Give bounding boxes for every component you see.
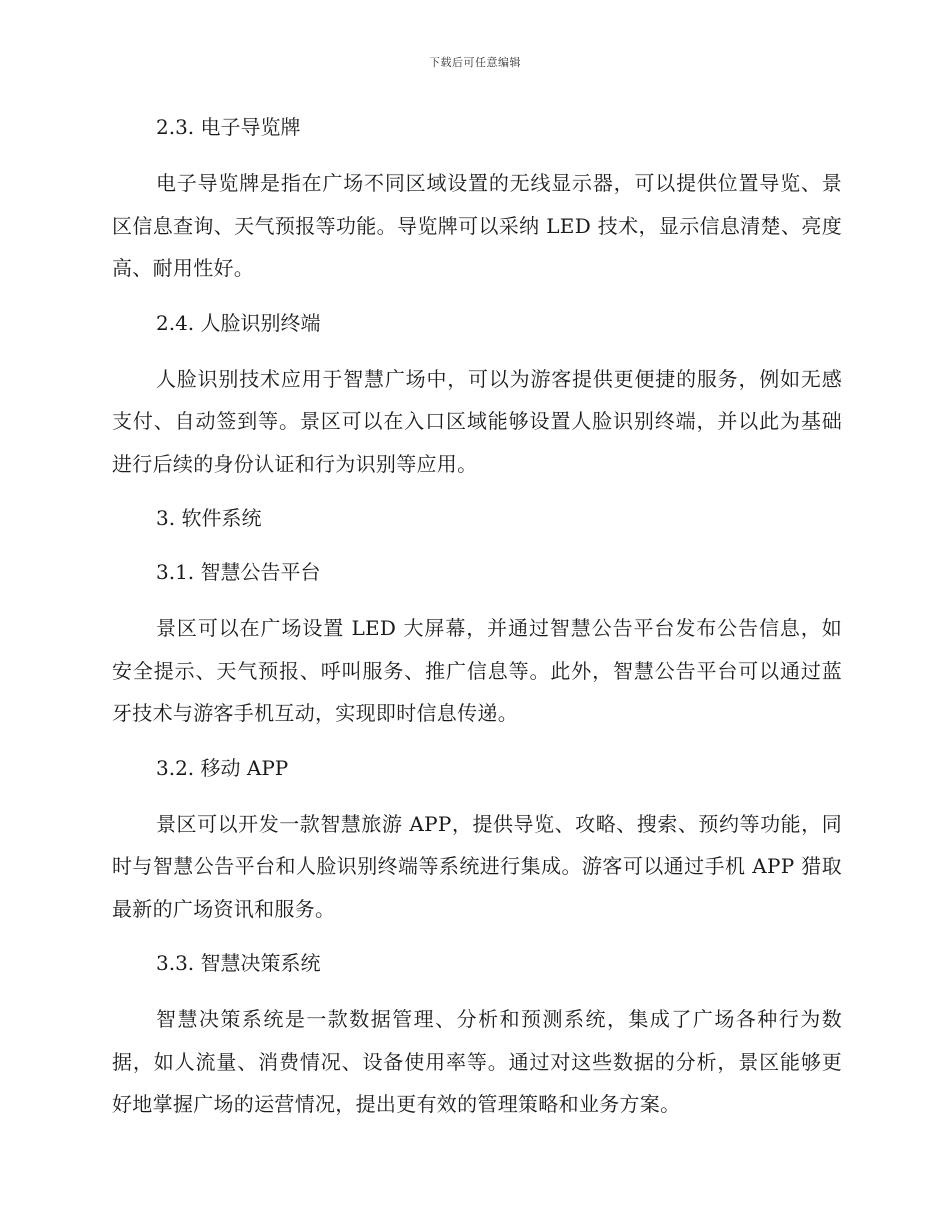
section-heading-3-3: 3.3. 智慧决策系统	[156, 951, 321, 975]
paragraph-face-recognition: 人脸识别技术应用于智慧广场中，可以为游客提供更便捷的服务，例如无感支付、自动签到等。景区可以在入口区域能够设置人脸识别终端，并以此为基础进行后续的身份认证和行为识别等应用。	[112, 366, 842, 476]
paragraph-decision-system: 智慧决策系统是一款数据管理、分析和预测系统，集成了广场各种行为数据，如人流量、消费情况、设备使用率等。通过对这些数据的分析，景区能够更好地掌握广场的运营情况，提出更有效的管理策略和业务方案。	[112, 1007, 842, 1116]
section-heading-3-2: 3.2. 移动 APP	[156, 755, 289, 780]
paragraph-announcement-platform: 景区可以在广场设置 LED 大屏幕，并通过智慧公告平台发布公告信息，如安全提示、天气预报、呼叫服务、推广信息等。此外，智慧公告平台可以通过蓝牙技术与游客手机互动，实现即时信息传递。	[112, 616, 842, 725]
document-body	[112, 108, 842, 1140]
section-heading-2-3: 2.3. 电子导览牌	[156, 115, 301, 139]
paragraph-mobile-app: 景区可以开发一款智慧旅游 APP，提供导览、攻略、搜索、预约等功能，同时与智慧公告平台和人脸识别终端等系统进行集成。游客可以通过手机 APP 猎取最新的广场资讯和服务。	[112, 811, 842, 921]
paragraph-electronic-guide: 电子导览牌是指在广场不同区域设置的无线显示器，可以提供位置导览、景区信息查询、天气预报等功能。导览牌可以采纳 LED 技术，显示信息清楚、亮度高、耐用性好。	[112, 171, 842, 280]
section-heading-2-4: 2.4. 人脸识别终端	[156, 310, 321, 335]
section-heading-3: 3. 软件系统	[156, 506, 262, 530]
header-note: 下载后可任意编辑	[429, 56, 521, 69]
section-heading-3-1: 3.1. 智慧公告平台	[156, 560, 321, 584]
